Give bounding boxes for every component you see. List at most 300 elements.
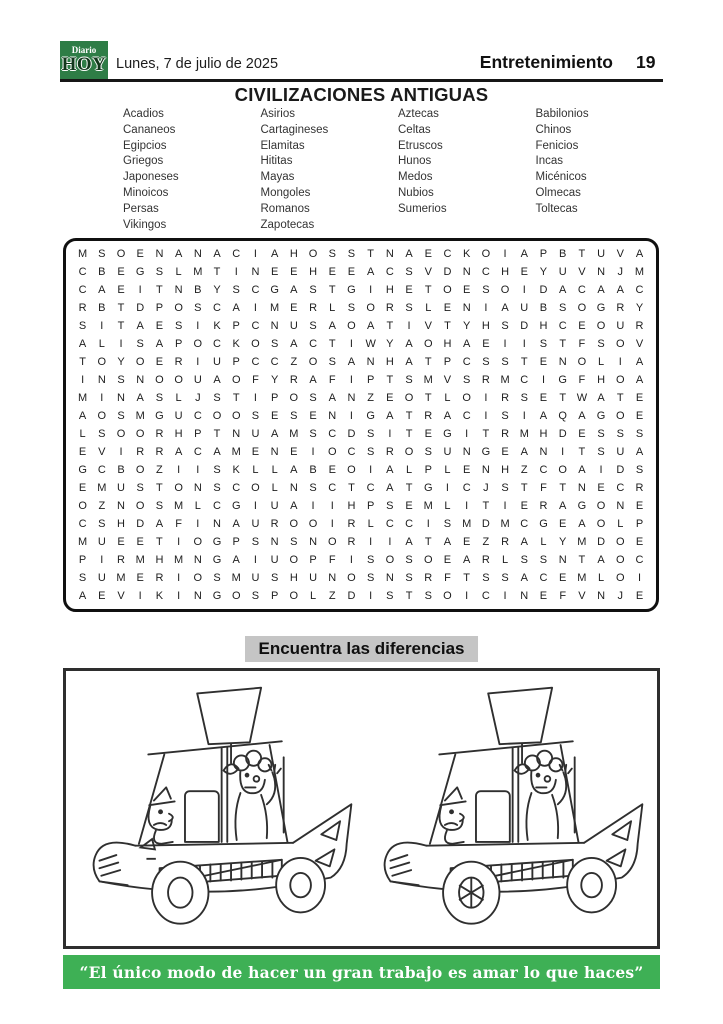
grid-letter: S	[386, 590, 394, 602]
grid-letter: E	[78, 482, 87, 494]
grid-letter: I	[369, 284, 373, 296]
grid-letter: N	[213, 518, 221, 530]
grid-letter: T	[405, 482, 413, 494]
grid-letter: Z	[367, 392, 375, 404]
grid-letter: N	[193, 590, 202, 602]
grid-letter: S	[366, 428, 375, 440]
grid-letter: O	[308, 248, 318, 260]
grid-letter: G	[558, 374, 567, 386]
grid-letter: R	[616, 302, 625, 314]
grid-letter: N	[193, 554, 202, 566]
grid-letter: L	[444, 500, 451, 512]
grid-letter: U	[213, 356, 221, 368]
grid-letter: R	[481, 374, 490, 386]
grid-letter: I	[484, 392, 488, 404]
grid-letter: N	[270, 320, 279, 332]
word-item: Japoneses	[123, 171, 179, 184]
grid-letter: G	[443, 428, 452, 440]
grid-letter: C	[558, 320, 567, 332]
grid-letter: A	[462, 338, 471, 350]
grid-row	[73, 500, 649, 512]
grid-letter: T	[559, 482, 567, 494]
grid-letter: A	[501, 302, 509, 314]
grid-letter: J	[617, 266, 624, 278]
grid-letter: N	[328, 410, 337, 422]
grid-letter: R	[78, 302, 87, 314]
grid-letter: L	[175, 266, 182, 278]
grid-letter: A	[232, 302, 240, 314]
grid-letter: P	[366, 500, 375, 512]
grid-letter: F	[559, 590, 567, 602]
grid-letter: P	[78, 554, 87, 566]
grid-letter: M	[135, 410, 145, 422]
grid-letter: Z	[328, 590, 336, 602]
grid-letter: T	[232, 392, 240, 404]
grid-letter: O	[596, 518, 606, 530]
grid-letter: C	[577, 284, 586, 296]
grid-letter: L	[194, 500, 201, 512]
grid-letter: N	[385, 248, 394, 260]
grid-letter: E	[520, 266, 528, 278]
grid-letter: H	[597, 374, 606, 386]
grid-letter: I	[196, 356, 200, 368]
grid-letter: O	[212, 410, 222, 422]
grid-letter: S	[251, 410, 260, 422]
grid-letter: S	[635, 464, 644, 476]
grid-letter: T	[156, 536, 163, 548]
grid-letter: E	[443, 554, 452, 566]
grid-letter: V	[616, 248, 624, 260]
grid-letter: S	[309, 284, 317, 296]
grid-letter: H	[385, 356, 394, 368]
grid-letter: N	[232, 428, 241, 440]
word-item: Hunos	[398, 155, 432, 168]
grid-letter: D	[347, 590, 356, 602]
grid-row	[73, 446, 649, 458]
grid-letter: U	[520, 302, 529, 314]
grid-letter: C	[97, 464, 106, 476]
grid-letter: R	[635, 482, 644, 494]
grid-row	[73, 428, 649, 440]
grid-letter: G	[270, 284, 279, 296]
grid-letter: Y	[117, 356, 125, 368]
grid-letter: N	[193, 482, 202, 494]
grid-letter: P	[443, 356, 452, 368]
grid-letter: O	[193, 572, 203, 584]
grid-letter: S	[501, 482, 509, 494]
grid-letter: I	[196, 518, 200, 530]
grid-letter: H	[539, 320, 548, 332]
grid-letter: H	[289, 248, 298, 260]
grid-letter: M	[519, 428, 529, 440]
grid-letter: F	[328, 374, 336, 386]
grid-letter: A	[78, 410, 87, 422]
grid-letter: M	[423, 374, 433, 386]
grid-letter: S	[347, 248, 356, 260]
grid-letter: C	[635, 284, 644, 296]
grid-letter: E	[309, 410, 317, 422]
grid-letter: F	[252, 374, 259, 386]
grid-letter: N	[117, 500, 125, 512]
grid-letter: S	[366, 554, 375, 566]
grid-letter: S	[213, 482, 221, 494]
grid-letter: Z	[482, 536, 490, 548]
grid-letter: O	[366, 302, 375, 314]
grid-letter: I	[465, 590, 469, 602]
grid-letter: S	[424, 590, 432, 602]
grid-letter: G	[347, 284, 356, 296]
grid-letter: T	[328, 338, 336, 350]
grid-letter: A	[270, 428, 279, 440]
grid-letter: S	[462, 374, 471, 386]
grid-letter: R	[501, 536, 510, 548]
grid-letter: T	[559, 392, 567, 404]
grid-letter: N	[558, 356, 567, 368]
grid-letter: E	[386, 392, 394, 404]
grid-letter: T	[213, 428, 221, 440]
grid-letter: M	[500, 374, 510, 386]
differences-title-text: Encuentra las diferencias	[258, 639, 465, 658]
grid-letter: P	[232, 356, 240, 368]
grid-letter: R	[174, 356, 183, 368]
grid-letter: O	[616, 572, 625, 584]
grid-letter: O	[327, 536, 337, 548]
grid-letter: R	[309, 302, 318, 314]
grid-letter: A	[559, 500, 567, 512]
grid-letter: E	[443, 302, 452, 314]
header-divider	[60, 79, 663, 82]
grid-letter: R	[635, 320, 644, 332]
grid-letter: L	[425, 302, 432, 314]
grid-letter: L	[444, 464, 451, 476]
grid-letter: V	[578, 266, 586, 278]
grid-letter: S	[117, 410, 125, 422]
grid-letter: A	[578, 518, 586, 530]
grid-letter: C	[539, 464, 548, 476]
grid-letter: H	[347, 500, 356, 512]
grid-letter: A	[270, 248, 279, 260]
grid-letter: F	[444, 572, 451, 584]
word-item: Zapotecas	[260, 218, 315, 231]
grid-letter: P	[309, 554, 317, 566]
grid-letter: Y	[462, 320, 471, 332]
grid-letter: S	[194, 302, 202, 314]
grid-letter: G	[231, 500, 241, 512]
grid-letter: O	[616, 554, 625, 566]
grid-letter: A	[635, 446, 644, 458]
grid-letter: O	[577, 302, 587, 314]
grid-letter: H	[481, 320, 490, 332]
grid-letter: S	[366, 446, 375, 458]
grid-letter: A	[597, 554, 605, 566]
grid-letter: A	[578, 410, 586, 422]
grid-letter: Y	[270, 374, 279, 386]
grid-letter: E	[424, 248, 432, 260]
word-item: Etruscos	[398, 139, 443, 152]
grid-letter: N	[117, 392, 125, 404]
grid-letter: I	[253, 554, 257, 566]
grid-letter: U	[443, 446, 452, 458]
grid-letter: L	[598, 356, 605, 368]
grid-letter: A	[290, 500, 298, 512]
grid-letter: C	[232, 482, 241, 494]
grid-letter: S	[635, 428, 644, 440]
grid-letter: H	[385, 284, 394, 296]
left-car-flag-detail	[141, 839, 156, 859]
grid-letter: T	[444, 320, 451, 332]
grid-letter: O	[78, 500, 87, 512]
grid-row	[73, 392, 649, 404]
grid-letter: V	[117, 590, 125, 602]
grid-letter: N	[270, 536, 279, 548]
grid-letter: O	[116, 428, 126, 440]
grid-letter: S	[616, 428, 624, 440]
grid-letter: E	[578, 320, 586, 332]
grid-letter: E	[501, 446, 509, 458]
grid-letter: E	[405, 500, 413, 512]
grid-letter: M	[193, 266, 203, 278]
grid-letter: O	[135, 464, 145, 476]
grid-letter: L	[252, 464, 259, 476]
grid-letter: E	[117, 266, 125, 278]
grid-row	[73, 338, 649, 350]
grid-letter: P	[635, 518, 644, 530]
grid-letter: R	[385, 302, 394, 314]
grid-letter: D	[597, 536, 606, 548]
grid-letter: Z	[98, 500, 106, 512]
grid-letter: E	[462, 464, 471, 476]
grid-letter: N	[174, 284, 183, 296]
grid-letter: L	[598, 572, 605, 584]
grid-letter: G	[481, 446, 491, 458]
word-item: Nubios	[398, 186, 434, 199]
grid-letter: U	[174, 410, 183, 422]
grid-letter: A	[405, 338, 413, 350]
grid-letter: I	[465, 428, 469, 440]
grid-row	[73, 482, 649, 494]
grid-letter: A	[290, 464, 298, 476]
word-item: Egipcios	[123, 139, 167, 152]
diario-hoy-logo	[60, 41, 108, 79]
grid-letter: A	[539, 410, 548, 422]
grid-letter: E	[290, 446, 298, 458]
grid-row	[73, 572, 649, 584]
grid-letter: A	[462, 554, 471, 566]
grid-letter: R	[155, 446, 164, 458]
grid-letter: B	[98, 302, 106, 314]
grid-row	[73, 590, 649, 602]
grid-letter: B	[194, 284, 202, 296]
grid-letter: T	[405, 410, 413, 422]
grid-letter: E	[290, 266, 298, 278]
grid-letter: C	[462, 356, 471, 368]
grid-letter: G	[212, 536, 222, 548]
grid-letter: E	[520, 500, 528, 512]
grid-letter: S	[328, 248, 336, 260]
grid-letter: I	[311, 500, 315, 512]
grid-letter: E	[424, 428, 432, 440]
grid-letter: F	[578, 374, 586, 386]
grid-letter: E	[328, 464, 336, 476]
grid-letter: I	[177, 590, 181, 602]
grid-letter: N	[328, 572, 337, 584]
grid-letter: O	[443, 284, 452, 296]
grid-letter: A	[290, 338, 298, 350]
grid-letter: M	[97, 482, 107, 494]
grid-letter: U	[270, 500, 279, 512]
grid-letter: C	[232, 248, 241, 260]
grid-letter: C	[251, 284, 260, 296]
grid-letter: T	[348, 482, 355, 494]
logo-diario-text: Diario	[71, 45, 97, 55]
grid-letter: C	[193, 446, 202, 458]
word-item: Minoicos	[123, 186, 169, 199]
grid-letter: O	[423, 338, 433, 350]
grid-letter: A	[443, 536, 452, 548]
word-item: Aztecas	[398, 108, 439, 120]
grid-letter: P	[539, 248, 548, 260]
grid-letter: D	[136, 518, 145, 530]
grid-letter: I	[177, 536, 181, 548]
grid-letter: A	[578, 464, 586, 476]
grid-letter: U	[616, 446, 625, 458]
grid-letter: E	[635, 392, 644, 404]
grid-letter: G	[596, 410, 606, 422]
grid-letter: A	[174, 446, 183, 458]
grid-letter: A	[386, 464, 394, 476]
grid-row	[73, 320, 649, 332]
grid-letter: I	[484, 410, 488, 422]
grid-letter: L	[329, 302, 336, 314]
grid-letter: A	[635, 356, 644, 368]
grid-letter: O	[596, 500, 606, 512]
grid-letter: C	[520, 518, 529, 530]
grid-letter: T	[520, 356, 528, 368]
grid-letter: R	[155, 572, 164, 584]
word-column	[536, 107, 674, 233]
grid-letter: S	[520, 554, 528, 566]
grid-letter: I	[484, 302, 488, 314]
grid-letter: O	[289, 518, 299, 530]
grid-letter: T	[156, 284, 163, 296]
grid-letter: N	[155, 248, 164, 260]
grid-letter: S	[539, 338, 548, 350]
page-number: 19	[636, 52, 656, 72]
grid-letter: L	[175, 392, 182, 404]
grid-letter: I	[119, 338, 123, 350]
grid-letter: M	[462, 518, 472, 530]
grid-letter: I	[100, 320, 104, 332]
grid-letter: E	[136, 248, 144, 260]
grid-letter: S	[501, 356, 509, 368]
grid-letter: E	[539, 356, 548, 368]
grid-letter: M	[423, 500, 433, 512]
grid-letter: U	[270, 554, 279, 566]
grid-letter: L	[309, 590, 317, 602]
grid-letter: O	[174, 302, 183, 314]
grid-letter: C	[328, 428, 337, 440]
quote-bar	[63, 955, 660, 989]
grid-letter: O	[616, 374, 625, 386]
grid-letter: H	[309, 266, 318, 278]
grid-letter: C	[270, 356, 279, 368]
grid-letter: D	[539, 284, 548, 296]
grid-letter: T	[482, 428, 490, 440]
grid-letter: O	[308, 518, 318, 530]
grid-letter: G	[539, 518, 548, 530]
grid-letter: R	[347, 536, 356, 548]
grid-letter: R	[501, 428, 510, 440]
grid-letter: I	[100, 554, 104, 566]
grid-letter: O	[289, 392, 299, 404]
word-item: Medos	[398, 171, 433, 184]
grid-letter: I	[426, 518, 430, 530]
grid-letter: D	[481, 518, 490, 530]
grid-letter: O	[347, 464, 356, 476]
grid-letter: N	[462, 266, 471, 278]
grid-letter: S	[309, 392, 317, 404]
grid-letter: C	[481, 590, 490, 602]
grid-letter: O	[347, 572, 356, 584]
grid-letter: L	[617, 518, 624, 530]
grid-letter: P	[194, 428, 202, 440]
grid-row	[73, 356, 649, 368]
grid-letter: U	[117, 482, 125, 494]
grid-letter: M	[270, 302, 280, 314]
grid-letter: I	[81, 374, 85, 386]
grid-letter: A	[136, 320, 144, 332]
grid-letter: S	[136, 482, 144, 494]
grid-letter: A	[213, 446, 221, 458]
grid-letter: S	[174, 320, 183, 332]
grid-letter: N	[558, 554, 567, 566]
grid-letter: A	[386, 482, 394, 494]
quote-text: “El único modo de hacer un gran trabajo es amar lo que haces”	[79, 962, 644, 982]
grid-letter: T	[424, 392, 432, 404]
grid-letter: T	[213, 266, 221, 278]
grid-letter: N	[251, 266, 260, 278]
grid-letter: F	[540, 482, 547, 494]
grid-letter: I	[311, 446, 315, 458]
grid-letter: V	[424, 266, 432, 278]
grid-letter: E	[117, 536, 125, 548]
grid-letter: W	[365, 338, 376, 350]
grid-letter: I	[561, 446, 565, 458]
grid-letter: G	[366, 410, 375, 422]
grid-letter: G	[212, 590, 222, 602]
grid-letter: I	[100, 392, 104, 404]
grid-letter: I	[196, 464, 200, 476]
grid-letter: A	[213, 374, 221, 386]
grid-letter: S	[482, 572, 490, 584]
grid-letter: C	[251, 356, 260, 368]
grid-letter: I	[541, 374, 545, 386]
grid-letter: C	[462, 410, 471, 422]
grid-letter: S	[98, 518, 106, 530]
grid-letter: N	[193, 248, 202, 260]
grid-letter: P	[232, 536, 240, 548]
grid-letter: T	[578, 248, 586, 260]
grid-letter: O	[616, 338, 625, 350]
grid-letter: O	[193, 338, 203, 350]
grid-letter: U	[597, 248, 606, 260]
word-item: Cartagineses	[260, 123, 329, 136]
grid-letter: S	[117, 374, 125, 386]
word-item: Acadios	[123, 108, 164, 120]
grid-letter: A	[443, 410, 452, 422]
grid-letter: O	[327, 446, 337, 458]
grid-row	[73, 266, 649, 278]
